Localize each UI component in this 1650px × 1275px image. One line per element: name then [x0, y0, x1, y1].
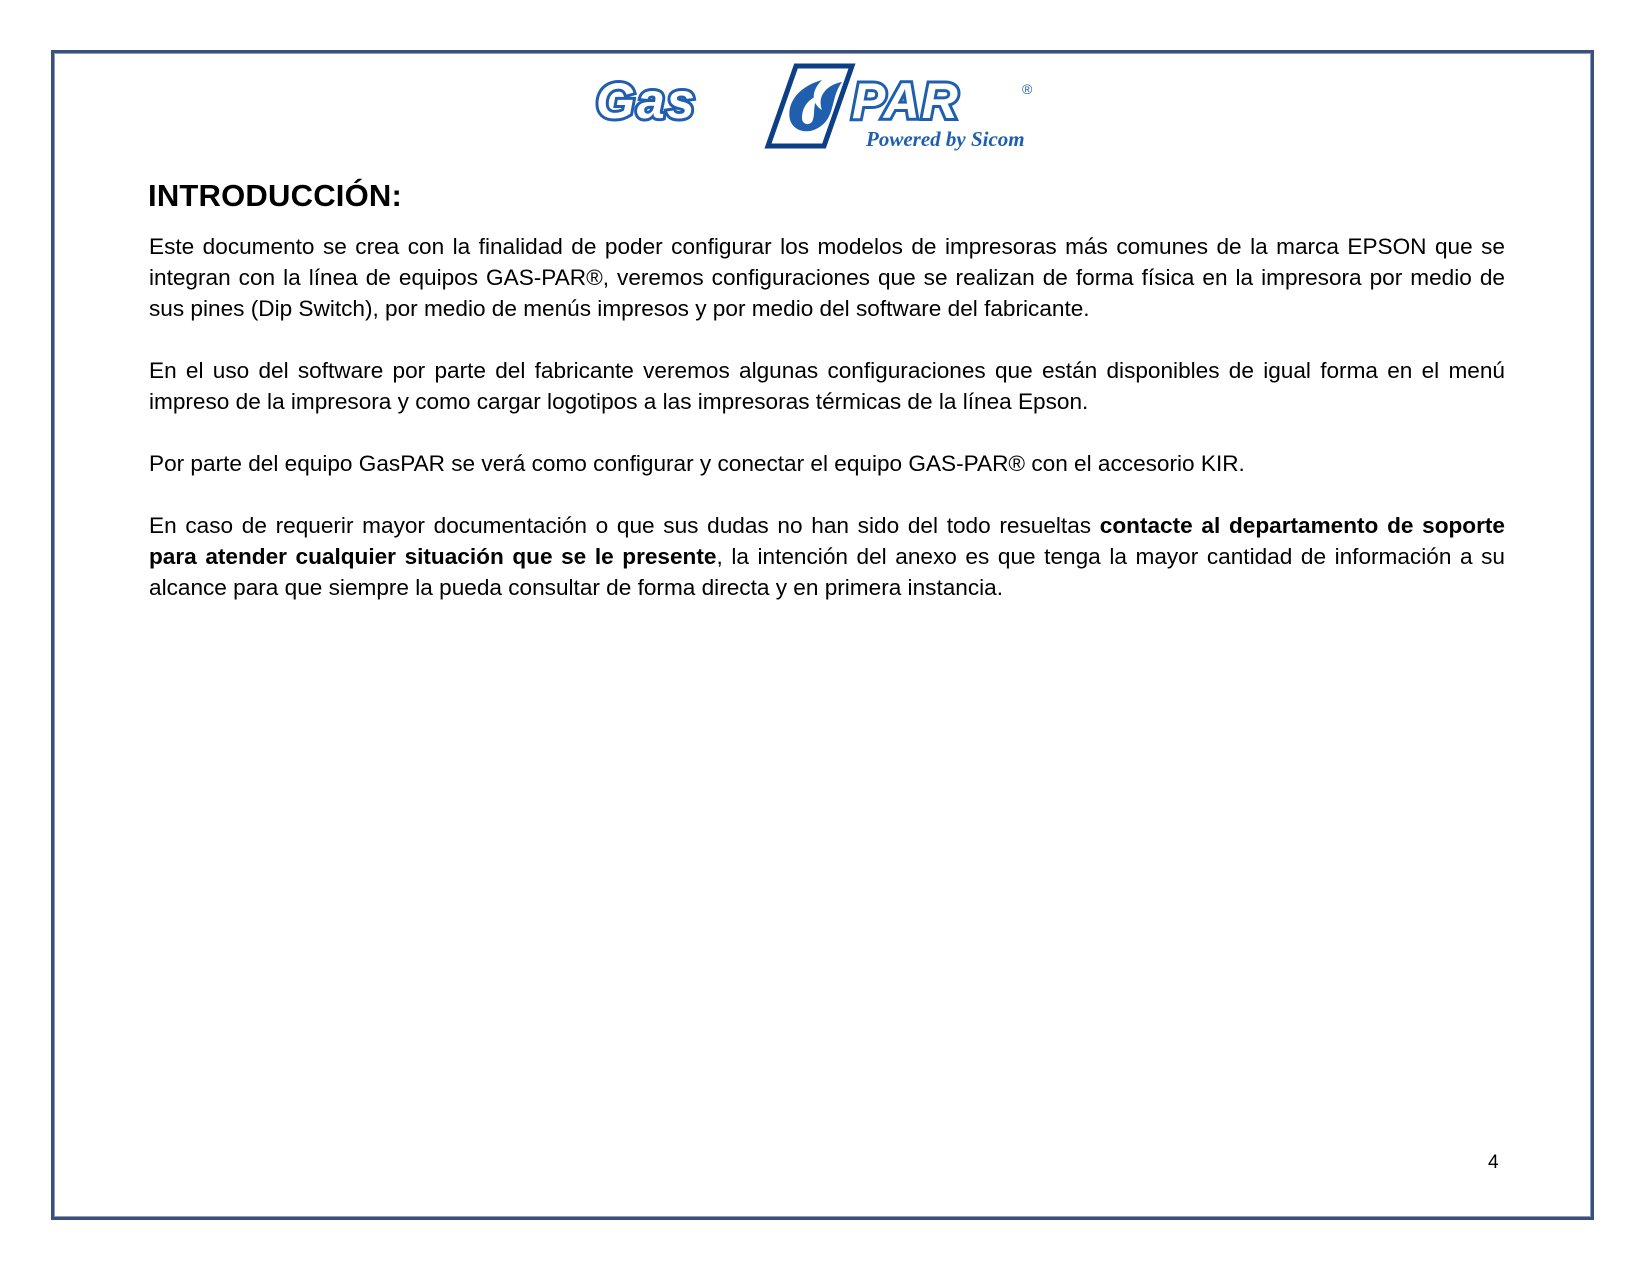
logo-registered-mark: ®: [1022, 81, 1033, 97]
page-border: [51, 50, 1594, 1220]
document-body: [149, 231, 1505, 634]
gaspar-logo: [590, 58, 1070, 154]
logo-flame-emblem-icon: [768, 66, 852, 146]
page-number: 4: [1488, 1152, 1499, 1173]
paragraph-4-lead: En caso de requerir mayor documentación o que sus dudas no han sido del todo resueltas: [149, 513, 1100, 538]
paragraph-3: Por parte del equipo GasPAR se verá como configurar y conectar el equipo GAS-PAR® con el accesorio KIR.: [149, 451, 1245, 476]
paragraph-4-tail: , la intención del anexo es que tenga la mayor cantidad de información a su alcance para que siempre la pueda consultar de forma directa y en primera instancia.: [149, 544, 1505, 600]
logo-word-gas: Gas: [596, 73, 697, 129]
paragraph-1: Este documento se crea con la finalidad de poder configurar los modelos de impresoras más comunes de la marca EPSON que se integran con la línea de equipos GAS-PAR®, veremos configuraciones que se realizan de forma física en la impresora por medio de sus pines (Dip Switch), por medio de menús impresos y por medio del software del fabricante.: [149, 234, 1505, 321]
gaspar-logo-graphic: [590, 58, 1070, 154]
paragraph-4-emphasis: contacte al departamento de soporte para atender cualquier situación que se le presente: [149, 513, 1505, 569]
logo-word-par: PAR: [852, 73, 960, 129]
paragraph-2: En el uso del software por parte del fabricante veremos algunas configuraciones que están disponibles de igual forma en el menú impreso de la impresora y como cargar logotipos a las impresoras térmicas de la línea Epson.: [149, 358, 1505, 414]
paragraph-4: [149, 510, 1505, 603]
logo-tagline: Powered by Sicom: [866, 127, 1025, 151]
page-title: INTRODUCCIÓN:: [148, 178, 403, 213]
